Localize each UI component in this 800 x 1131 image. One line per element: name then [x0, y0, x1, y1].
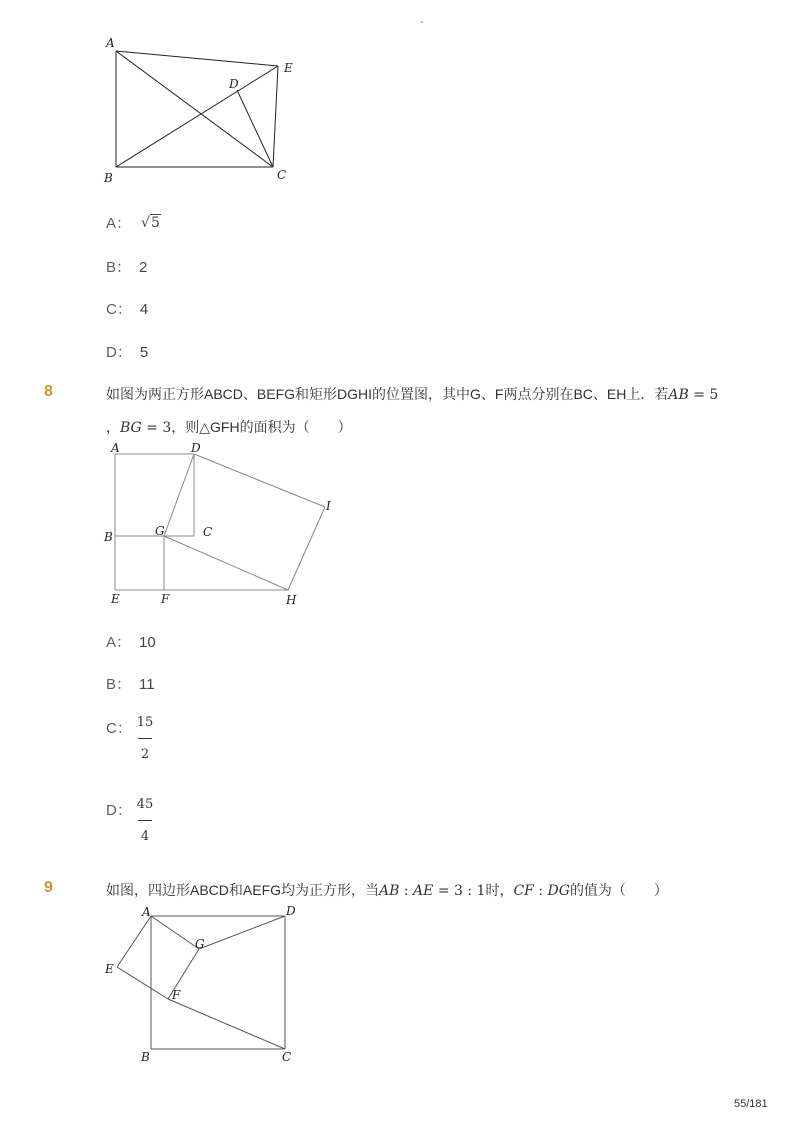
- q9-label-a: A: [142, 905, 151, 919]
- option-value: 11: [139, 676, 155, 693]
- header-mark: -: [420, 16, 424, 28]
- q8-option-d-fraction: [133, 797, 157, 844]
- option-key: D：: [106, 802, 132, 819]
- q7-figure: [100, 36, 310, 191]
- option-key: D：: [106, 344, 132, 361]
- q8-option-b[interactable]: [106, 673, 155, 694]
- q7-label-d: D: [229, 77, 239, 91]
- q7-option-b[interactable]: [106, 256, 147, 277]
- q8-label-g: G: [155, 524, 165, 538]
- q7-option-d[interactable]: [106, 341, 148, 362]
- fraction-denominator: 2: [140, 747, 150, 762]
- question-text-line2: ，BG = 3，则△GFH的面积为（ ）: [106, 419, 352, 436]
- q8-label-e: E: [111, 592, 120, 606]
- question-number: 9: [44, 879, 53, 896]
- option-value: 2: [139, 259, 148, 276]
- q8-option-d[interactable]: [106, 799, 132, 820]
- q7-label-e: E: [284, 61, 293, 75]
- fraction-numerator: 15: [136, 715, 154, 730]
- q9-label-d: D: [286, 904, 296, 918]
- sqrt-symbol: √: [141, 215, 150, 231]
- q8-option-c[interactable]: [106, 717, 132, 738]
- q9-label-e: E: [105, 962, 114, 976]
- q7-label-c: C: [277, 168, 287, 182]
- q9-label-b: B: [141, 1050, 150, 1064]
- q7-option-a[interactable]: [106, 212, 161, 233]
- question-number: 8: [44, 383, 53, 400]
- q8-figure: [100, 440, 340, 610]
- q9-label-f: F: [172, 988, 181, 1002]
- q8-option-a[interactable]: [106, 631, 156, 652]
- q8-label-h: H: [286, 593, 297, 607]
- question-text: 如图为两正方形ABCD、BEFG和矩形DGHI的位置图，其中G、F两点分别在BC、EH上．若AB = 5: [106, 386, 719, 403]
- q9-label-c: C: [282, 1050, 292, 1064]
- q8-label-b: B: [104, 530, 113, 544]
- option-key: B：: [106, 676, 132, 693]
- q8-label-i: I: [326, 499, 331, 513]
- fraction-denominator: 4: [140, 829, 150, 844]
- option-value: 5: [150, 215, 160, 231]
- option-key: B：: [106, 259, 132, 276]
- q8-label-f: F: [161, 592, 170, 606]
- option-key: C：: [106, 720, 132, 737]
- option-key: A：: [106, 634, 132, 651]
- page-number: 55/181: [734, 1098, 768, 1110]
- q8-label-d: D: [191, 441, 201, 455]
- q9-label-g: G: [195, 937, 205, 951]
- q8-label-c: C: [203, 525, 213, 539]
- q7-label-a: A: [106, 36, 115, 50]
- option-key: A：: [106, 215, 132, 232]
- option-value: 10: [139, 634, 156, 651]
- q9-figure: [100, 902, 310, 1067]
- q8-label-a: A: [111, 441, 120, 455]
- q8-option-c-fraction: [133, 715, 157, 762]
- fraction-numerator: 45: [136, 797, 154, 812]
- option-value: 5: [139, 344, 149, 361]
- question-text: 如图，四边形ABCD和AEFG均为正方形，当AB : AE = 3 : 1时，CF : DG的值为（ ）: [106, 882, 668, 899]
- q7-option-c[interactable]: [106, 298, 148, 319]
- option-key: C：: [106, 301, 132, 318]
- option-value: 4: [139, 301, 149, 318]
- q7-label-b: B: [104, 171, 113, 185]
